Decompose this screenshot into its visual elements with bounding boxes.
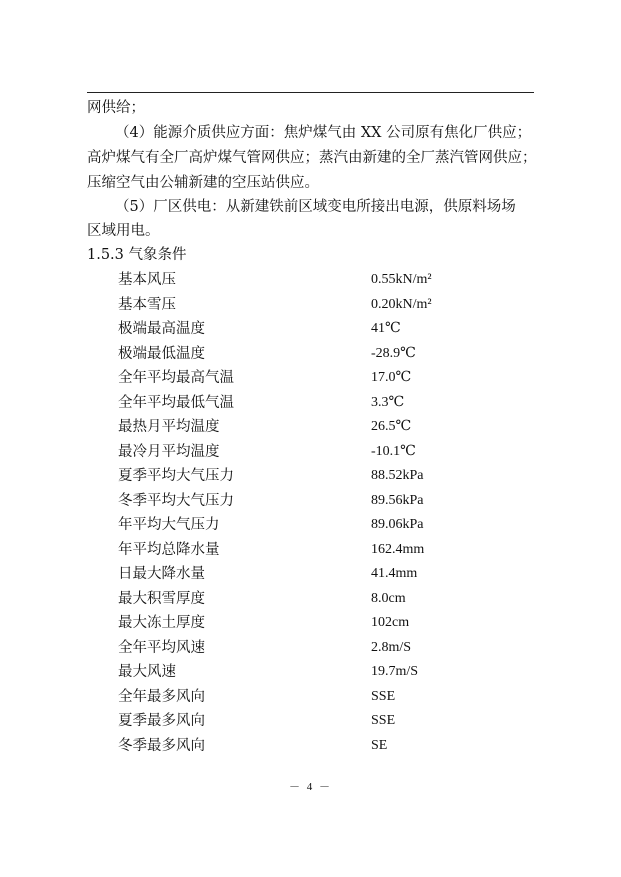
climate-label: 夏季平均大气压力 xyxy=(118,468,234,484)
climate-row xyxy=(118,317,478,342)
climate-label: 夏季最多风向 xyxy=(118,713,205,729)
climate-value: 2.8m/S xyxy=(371,639,412,655)
climate-label: 极端最低温度 xyxy=(118,345,205,362)
page-number: － 4 － xyxy=(289,781,332,793)
climate-row xyxy=(118,513,478,538)
climate-value: 0.20kN/m² xyxy=(371,296,432,312)
climate-row xyxy=(118,587,478,612)
climate-row xyxy=(118,685,478,710)
climate-value: SSE xyxy=(371,713,396,728)
climate-label: 最热月平均温度 xyxy=(118,419,220,435)
climate-label: 基本风压 xyxy=(118,272,176,288)
climate-label: 日最大降水量 xyxy=(118,566,205,582)
climate-value: 88.52kPa xyxy=(371,468,424,483)
climate-value: 19.7m/S xyxy=(371,664,419,679)
climate-table xyxy=(118,268,478,758)
climate-label: 极端最高温度 xyxy=(118,321,205,337)
climate-label: 年平均总降水量 xyxy=(118,541,220,558)
climate-value: 8.0cm xyxy=(371,590,406,606)
climate-value: 102cm xyxy=(371,615,410,630)
climate-label: 基本雪压 xyxy=(118,296,176,313)
climate-value: 162.4mm xyxy=(371,541,425,557)
climate-value: 3.3℃ xyxy=(371,394,405,410)
climate-row xyxy=(118,415,478,440)
climate-row xyxy=(118,709,478,734)
paragraph-line-6: 区域用电。 xyxy=(87,223,160,239)
climate-label: 最大冻土厚度 xyxy=(118,615,205,631)
climate-label: 全年平均风速 xyxy=(118,639,205,656)
section-heading: 1.5.3 气象条件 xyxy=(87,247,187,263)
climate-label: 全年平均最高气温 xyxy=(118,370,234,386)
climate-row xyxy=(118,636,478,661)
climate-value: 41℃ xyxy=(371,321,401,336)
climate-row xyxy=(118,562,478,587)
paragraph-line-1: 网供给； xyxy=(87,100,145,116)
climate-row xyxy=(118,660,478,685)
paragraph-line-2: （4）能源介质供应方面：焦炉煤气由 XX 公司原有焦化厂供应； xyxy=(115,125,532,141)
climate-label: 冬季平均大气压力 xyxy=(118,492,234,509)
climate-value: SSE xyxy=(371,688,396,704)
climate-value: 17.0℃ xyxy=(371,370,412,385)
climate-label: 最大积雪厚度 xyxy=(118,590,205,607)
climate-row xyxy=(118,268,478,293)
climate-row xyxy=(118,734,478,759)
climate-value: 41.4mm xyxy=(371,566,418,581)
climate-label: 冬季最多风向 xyxy=(118,737,205,754)
climate-label: 年平均大气压力 xyxy=(118,517,220,533)
climate-value: -10.1℃ xyxy=(371,443,416,459)
climate-row xyxy=(118,440,478,465)
climate-value: 89.06kPa xyxy=(371,517,424,532)
climate-value: SE xyxy=(371,737,388,753)
climate-label: 最冷月平均温度 xyxy=(118,443,220,460)
paragraph-line-5: （5）厂区供电：从新建铁前区域变电所接出电源，供原料场场 xyxy=(115,199,516,215)
paragraph-line-4: 压缩空气由公辅新建的空压站供应。 xyxy=(87,175,319,191)
climate-value: 0.55kN/m² xyxy=(371,272,432,287)
climate-row xyxy=(118,293,478,318)
climate-value: 26.5℃ xyxy=(371,419,412,434)
climate-row xyxy=(118,391,478,416)
climate-value: 89.56kPa xyxy=(371,492,424,508)
paragraph-line-3: 高炉煤气有全厂高炉煤气管网供应；蒸汽由新建的全厂蒸汽管网供应； xyxy=(87,150,537,166)
climate-label: 全年最多风向 xyxy=(118,688,205,705)
climate-row xyxy=(118,489,478,514)
climate-row xyxy=(118,611,478,636)
climate-label: 全年平均最低气温 xyxy=(118,394,234,411)
climate-row xyxy=(118,366,478,391)
climate-row xyxy=(118,342,478,367)
climate-row xyxy=(118,538,478,563)
header-rule xyxy=(87,92,534,93)
climate-value: -28.9℃ xyxy=(371,345,416,361)
climate-label: 最大风速 xyxy=(118,664,176,680)
climate-row xyxy=(118,464,478,489)
